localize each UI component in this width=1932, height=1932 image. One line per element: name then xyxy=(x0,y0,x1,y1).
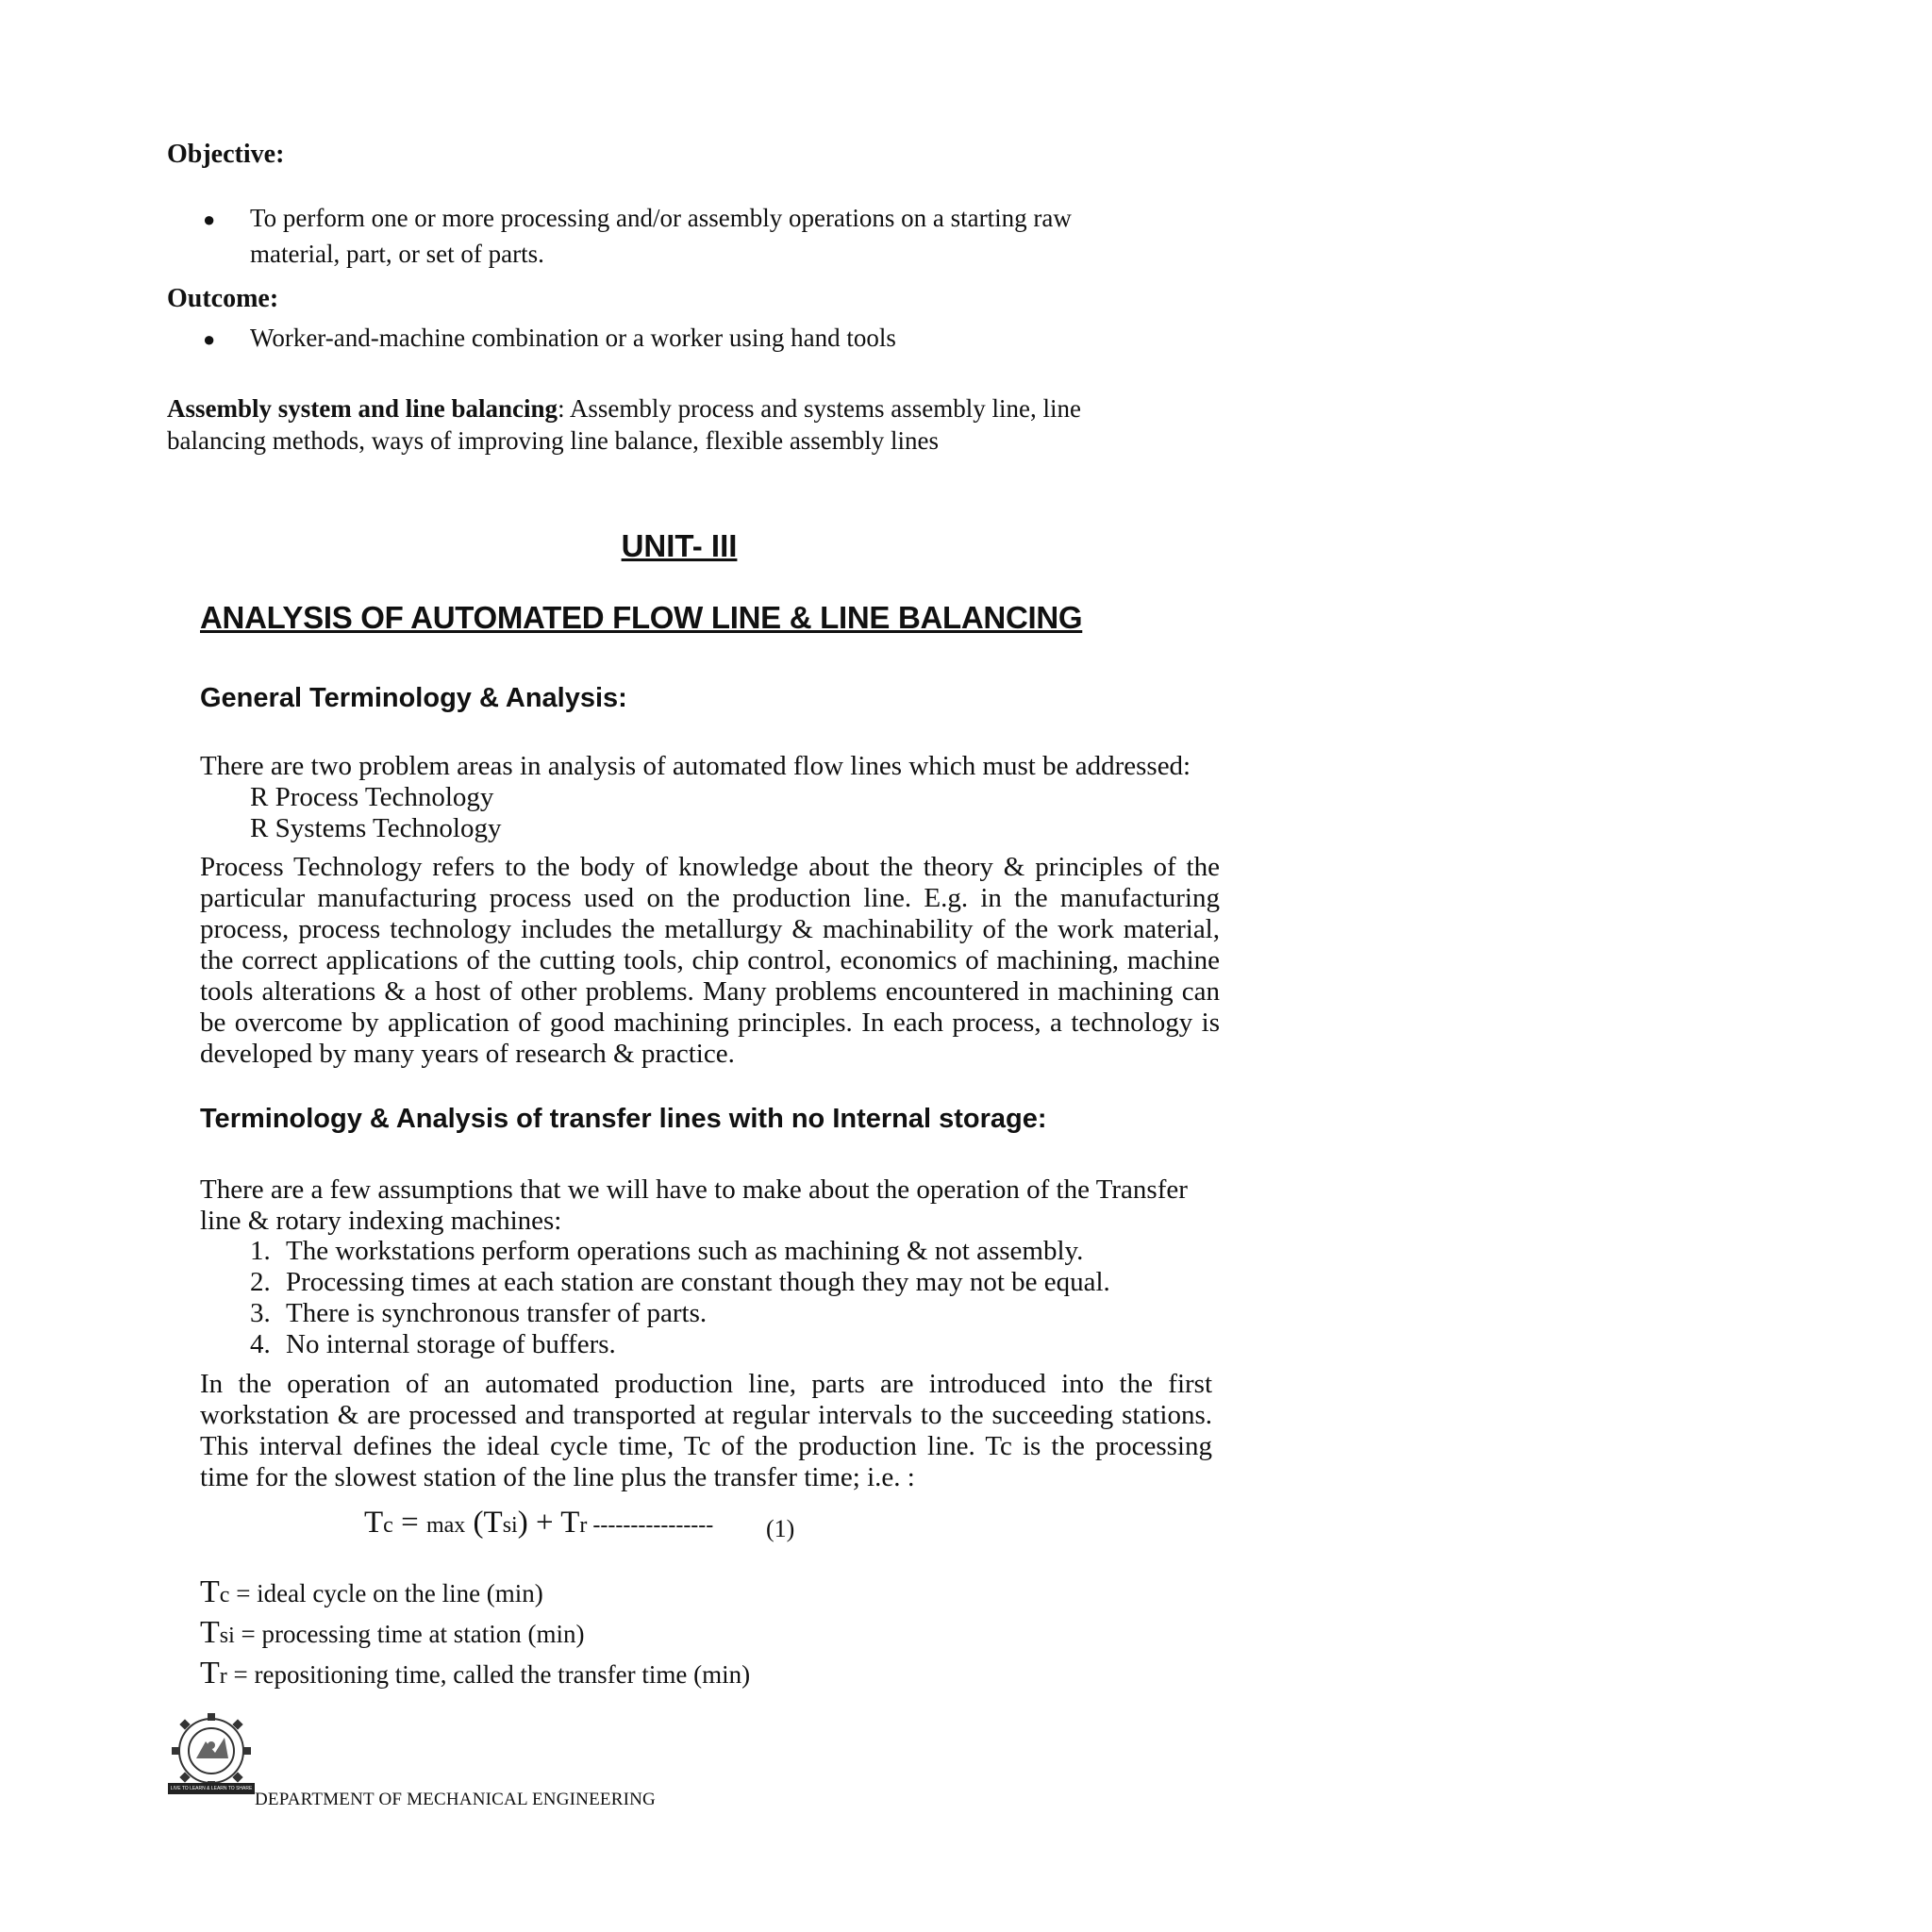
assumptions-intro xyxy=(200,1174,1238,1237)
unit-title: UNIT- III xyxy=(621,528,738,563)
assembly-text-2: balancing methods, ways of improving line balance, flexible assembly lines xyxy=(167,426,940,455)
outcome-text: Worker-and-machine combination or a worker using hand tools xyxy=(250,324,896,352)
assumptions-list xyxy=(250,1236,1193,1360)
objective-bullet xyxy=(203,202,1193,270)
assembly-paragraph xyxy=(167,392,1233,457)
objective-line-2: material, part, or set of parts. xyxy=(250,240,544,268)
section-general-intro: There are two problem areas in analysis of automated flow lines which must be addressed: xyxy=(200,751,1191,781)
objective-line-1: To perform one or more processing and/or assembly operations on a starting raw xyxy=(250,204,1072,232)
production-line-paragraph: In the operation of an automated production line, parts are introduced into the first workstation & are processed and transported at regular intervals to the succeeding stations. This interval defines the ideal cycle time, Tc of the production line. Tc is the processing time for the slowest station of the line plus the transfer time; i.e. : xyxy=(200,1369,1212,1492)
list-item: 4. No internal storage of buffers. xyxy=(250,1329,616,1359)
problem-area-item: R Process Technology xyxy=(250,782,494,812)
college-logo xyxy=(168,1709,255,1796)
list-item: 1. The workstations perform operations such as machining & not assembly. xyxy=(250,1236,1084,1266)
list-item: 2. Processing times at each station are constant though they may not be equal. xyxy=(250,1267,1110,1297)
bullet-icon: ● xyxy=(203,208,216,231)
assembly-text-1: : Assembly process and systems assembly line, line xyxy=(558,394,1081,423)
problem-area-item: R Systems Technology xyxy=(250,813,502,843)
outcome-bullet xyxy=(203,322,1193,356)
definition-item: Tsi = processing time at station (min) xyxy=(200,1615,585,1650)
equation-number: (1) xyxy=(766,1515,795,1542)
footer-department: DEPARTMENT OF MECHANICAL ENGINEERING xyxy=(255,1790,656,1809)
logo-banner-text: LIVE TO LEARN & LEARN TO SHARE xyxy=(170,1786,253,1791)
assembly-label: Assembly system and line balancing xyxy=(167,394,558,423)
bullet-icon: ● xyxy=(203,327,216,351)
assumptions-intro-line-1: There are a few assumptions that we will have to make about the operation of the Transfer xyxy=(200,1174,1188,1205)
main-title: ANALYSIS OF AUTOMATED FLOW LINE & LINE BALANCING xyxy=(200,600,1083,635)
list-item: 3. There is synchronous transfer of parts. xyxy=(250,1298,708,1328)
assumptions-intro-line-2: line & rotary indexing machines: xyxy=(200,1206,562,1236)
definitions-list xyxy=(200,1574,750,1695)
definition-item: Tc = ideal cycle on the line (min) xyxy=(200,1574,543,1609)
process-technology-paragraph: Process Technology refers to the body of knowledge about the theory & principles of the particular manufacturing process used on the production line. E.g. in the manufacturing process, process technology includes the metallurgy & machinability of the work material, the correct applications of the cutting tools, chip control, economics of machining, machine tools alterations & a host of other problems. Many problems encountered in machining can be overcome by application of good machining principles. In each process, a technology is developed by many years of research & practice. xyxy=(200,852,1220,1069)
section-heading-general: General Terminology & Analysis: xyxy=(200,683,627,713)
definition-item: Tr = repositioning time, called the transfer time (min) xyxy=(200,1656,751,1690)
outcome-label: Outcome: xyxy=(167,284,279,313)
cycle-time-equation: Tc = max (Tsi) + Tr ---------------- xyxy=(364,1506,714,1540)
objective-label: Objective: xyxy=(167,140,285,169)
section-heading-transfer-lines: Terminology & Analysis of transfer lines with no Internal storage: xyxy=(200,1104,1047,1134)
